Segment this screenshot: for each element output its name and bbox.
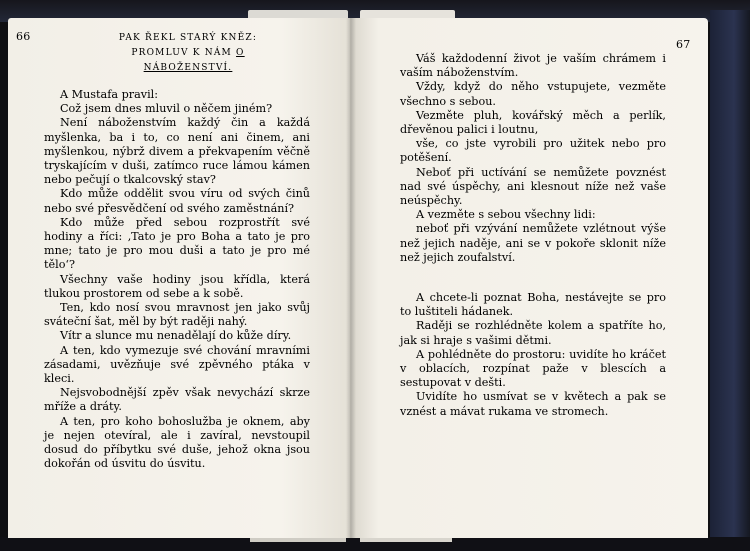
right-page-text	[400, 52, 666, 419]
paragraph: Kdo může před sebou rozprostřít své hodiny a říci: ‚Tato je pro Boha a tato je pro mne; tato je pro mou duši a tato je pro mé tělo‘?	[44, 215, 310, 272]
paragraph: A ten, pro koho bohoslužba je oknem, aby je nejen otevíral, ale i zavíral, nevstoupil dosud do příbytku své duše, jehož okna jsou dokořán od úsvitu do úsvitu.	[44, 414, 310, 471]
paragraph: Není náboženstvím každý čin a každá myšlenka, ba i to, co není ani činem, ani myšlenkou, nýbrž divem a překvapením věčně tryskajícím v duši, zatímco ruce lámou kámen nebo pečují o tkalcovský stav?	[44, 116, 310, 187]
paragraph: Vezměte pluh, kovářský měch a perlík, dřevěnou palici i loutnu,	[400, 108, 666, 137]
paragraph: Kdo může oddělit svou víru od svých činů nebo své přesvědčení od svého zaměstnání?	[44, 187, 310, 215]
paragraph: Neboť při uctívání se nemůžete povznést nad své úspěchy, ani klesnout níže než vaše neúspěchy.	[400, 165, 666, 208]
paragraph: Nejsvobodnější zpěv však nevychází skrze mříže a dráty.	[44, 386, 310, 414]
paragraph: Vždy, když do něho vstupujete, vezměte všechno s sebou.	[400, 80, 666, 108]
paragraph: A chcete-li poznat Boha, nestávejte se pro to luštiteli hádanek.	[400, 291, 666, 319]
section-gap	[400, 265, 666, 291]
paragraph: Uvidíte ho usmívat se v květech a pak se vznést a mávat rukama ve stromech.	[400, 390, 666, 418]
paragraph: A Mustafa pravil:	[60, 88, 158, 101]
running-head	[88, 31, 288, 76]
paragraph: Všechny vaše hodiny jsou křídla, která tlukou prostorem od sebe a k sobě.	[44, 272, 310, 300]
page-number-right: 67	[676, 38, 691, 51]
running-head-line-2	[88, 46, 288, 76]
paragraph: A ten, kdo vymezuje své chování mravními zásadami, uvězňuje své zpěvného ptáka v kleci.	[44, 343, 310, 386]
paragraph: neboť při vzývání nemůžete vzlétnout výše než jejich naděje, ani se v pokoře sklonit níže než jejich zoufalství.	[400, 222, 666, 264]
running-head-line-2a: PROMLUV K NÁM	[131, 48, 237, 58]
paragraph: Což jsem dnes mluvil o něčem jiném?	[60, 102, 273, 116]
paragraph: Ten, kdo nosí svou mravnost jen jako svůj sváteční šat, měl by být raději nahý.	[44, 301, 310, 329]
paragraph: A pohlédněte do prostoru: uvidíte ho kráčet v oblacích, rozpínat paže v blescích a sestupovat v dešti.	[400, 347, 666, 390]
running-head-line-2b: O NÁBOŽENSTVÍ.	[143, 48, 245, 73]
running-head-line-1: PAK ŘEKL STARÝ KNĚZ:	[118, 33, 258, 43]
book-cover-right-edge	[710, 10, 750, 540]
page-number-left: 66	[16, 30, 31, 43]
paragraph: Vítr a slunce mu nenadělají do kůže díry.	[60, 329, 292, 343]
paragraph: Raději se rozhlédněte kolem a spatříte ho, jak si hraje s vašimi dětmi.	[400, 319, 666, 347]
book-gutter	[346, 18, 356, 538]
paragraph: Váš každodenní život je vaším chrámem i vaším náboženstvím.	[400, 52, 666, 80]
left-page-text	[44, 88, 310, 471]
paragraph: vše, co jste vyrobili pro užitek nebo pro potěšení.	[400, 137, 666, 165]
paragraph: A vezměte s sebou všechny lidi:	[416, 208, 596, 222]
